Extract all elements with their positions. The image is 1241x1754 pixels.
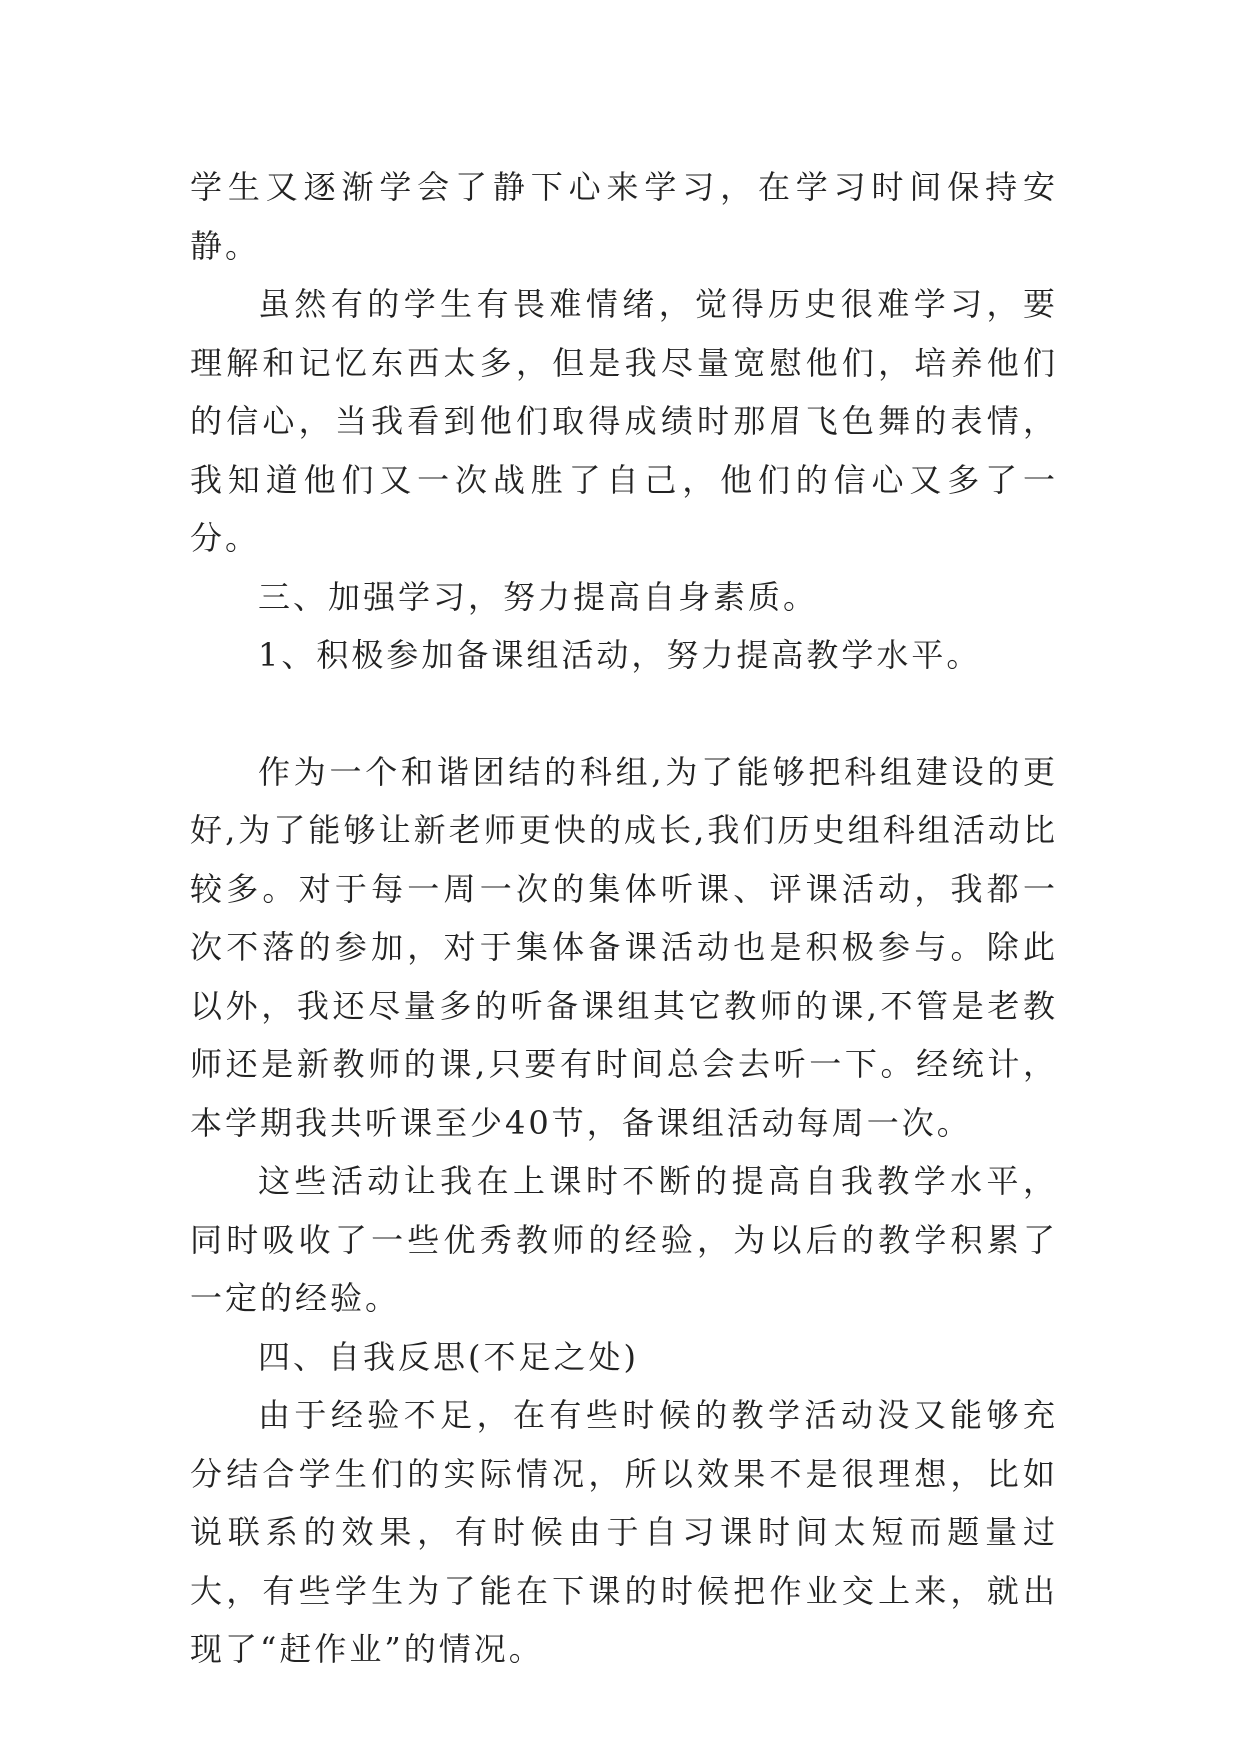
section-heading-4: 四、自我反思(不足之处) bbox=[258, 1337, 639, 1376]
paragraph-self-reflection: 由于经验不足，在有些时候的教学活动没又能够充分结合学生们的实际情况，所以效果不是很理想，比如说联系的效果，有时候由于自习课时间太短而题量过大，有些学生为了能在下课的时候把作业交上来，就出现了“赶作业”的情况。 bbox=[190, 1396, 1058, 1668]
paragraph-activities-benefit: 这些活动让我在上课时不断的提高自我教学水平，同时吸收了一些优秀教师的经验，为以后的教学积累了一定的经验。 bbox=[190, 1162, 1058, 1317]
paragraph-continuation: 学生又逐渐学会了静下心来学习，在学习时间保持安静。 bbox=[190, 168, 1058, 265]
paragraph-group-activities: 作为一个和谐团结的科组,为了能够把科组建设的更好,为了能够让新老师更快的成长,我们历史组科组活动比较多。对于每一周一次的集体听课、评课活动，我都一次不落的参加，对于集体备课活动也是积极参与。除此以外，我还尽量多的听备课组其它教师的课,不管是老教师还是新教师的课,只要有时间总会去听一下。经统计，本学期我共听课至少40节，备课组活动每周一次。 bbox=[190, 752, 1058, 1142]
section-heading-3: 三、加强学习，努力提高自身素质。 bbox=[258, 577, 819, 616]
document-body bbox=[190, 158, 1058, 1679]
subheading-1: 1、积极参加备课组活动，努力提高教学水平。 bbox=[258, 636, 982, 674]
paragraph-student-confidence: 虽然有的学生有畏难情绪，觉得历史很难学习，要理解和记忆东西太多，但是我尽量宽慰他们，培养他们的信心，当我看到他们取得成绩时那眉飞色舞的表情，我知道他们又一次战胜了自己，他们的信心又多了一分。 bbox=[190, 285, 1058, 557]
